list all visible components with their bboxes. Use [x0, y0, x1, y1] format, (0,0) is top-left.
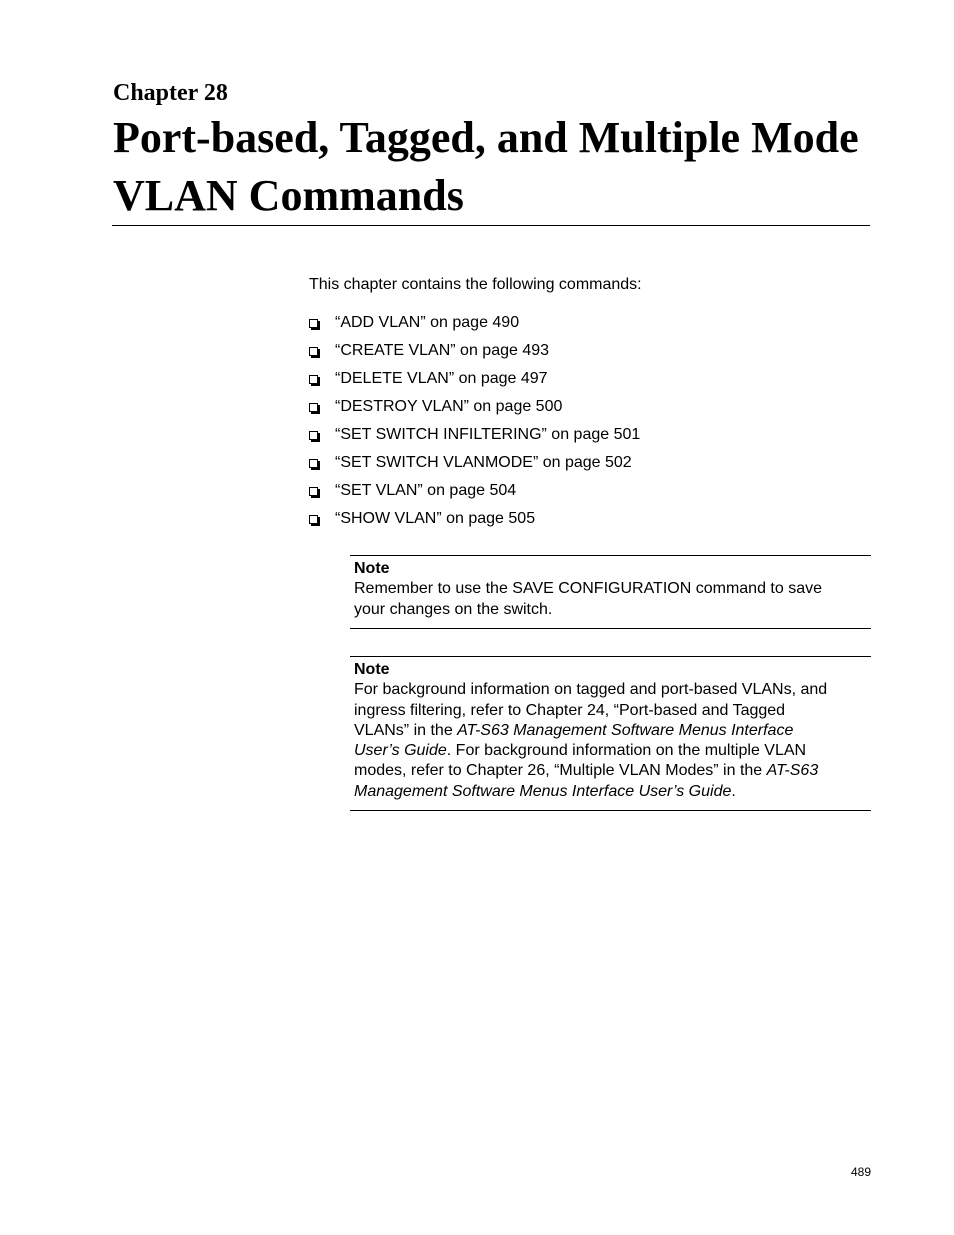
note-body: [354, 680, 867, 802]
note-line: [354, 782, 867, 802]
note-line: Remember to use the SAVE CONFIGURATION command to save: [354, 580, 822, 598]
note-line: [354, 761, 867, 781]
checkbox-bullet-icon: [309, 459, 318, 468]
note-line: For background information on tagged and port-based VLANs, and: [354, 681, 828, 699]
command-link[interactable]: “SHOW VLAN” on page 505: [335, 510, 536, 527]
checkbox-bullet-icon: [309, 431, 318, 440]
note-text: .: [731, 782, 736, 800]
note-line: [354, 721, 867, 741]
title-rule: [112, 225, 870, 226]
chapter-title-line-1: Port-based, Tagged, and Multiple Mode: [113, 113, 859, 162]
list-item[interactable]: [309, 397, 640, 425]
checkbox-bullet-icon: [309, 375, 318, 384]
note-heading: Note: [354, 661, 390, 678]
guide-title-italic: AT-S63 Management Software Menus Interface: [457, 721, 794, 739]
note-line: [354, 741, 867, 761]
list-item[interactable]: [309, 313, 640, 341]
list-item[interactable]: [309, 425, 640, 453]
note-text: . For background information on the multiple VLAN: [446, 742, 807, 760]
checkbox-bullet-icon: [309, 515, 318, 524]
note-background-information: [350, 656, 871, 811]
note-heading: Note: [354, 560, 390, 577]
guide-title-italic: Management Software Menus Interface User’s Guide: [354, 782, 732, 800]
note-line: ingress filtering, refer to Chapter 24, “Port-based and Tagged: [354, 701, 786, 719]
checkbox-bullet-icon: [309, 319, 318, 328]
intro-text: This chapter contains the following commands:: [309, 276, 642, 293]
command-link[interactable]: “DESTROY VLAN” on page 500: [335, 398, 563, 415]
list-item[interactable]: [309, 369, 640, 397]
checkbox-bullet-icon: [309, 487, 318, 496]
command-list: [309, 313, 640, 537]
guide-title-italic: AT-S63: [766, 762, 819, 780]
note-line: your changes on the switch.: [354, 600, 553, 618]
note-text: VLANs” in the: [354, 721, 458, 739]
command-link[interactable]: “SET VLAN” on page 504: [335, 482, 517, 499]
command-link[interactable]: “CREATE VLAN” on page 493: [335, 342, 550, 359]
chapter-label: Chapter 28: [113, 80, 228, 106]
chapter-title-line-2: VLAN Commands: [113, 171, 464, 220]
checkbox-bullet-icon: [309, 347, 318, 356]
guide-title-italic: User’s Guide: [354, 742, 447, 760]
note-body: [354, 579, 867, 620]
note-save-configuration: [350, 555, 871, 629]
checkbox-bullet-icon: [309, 403, 318, 412]
page-number: 489: [850, 1165, 871, 1179]
list-item[interactable]: [309, 481, 640, 509]
list-item[interactable]: [309, 509, 640, 537]
command-link[interactable]: “ADD VLAN” on page 490: [335, 314, 520, 331]
command-link[interactable]: “SET SWITCH INFILTERING” on page 501: [335, 426, 641, 443]
note-text: modes, refer to Chapter 26, “Multiple VLAN Modes” in the: [354, 762, 767, 780]
chapter-title: [113, 109, 873, 225]
list-item[interactable]: [309, 341, 640, 369]
command-link[interactable]: “SET SWITCH VLANMODE” on page 502: [335, 454, 632, 471]
list-item[interactable]: [309, 453, 640, 481]
command-link[interactable]: “DELETE VLAN” on page 497: [335, 370, 548, 387]
